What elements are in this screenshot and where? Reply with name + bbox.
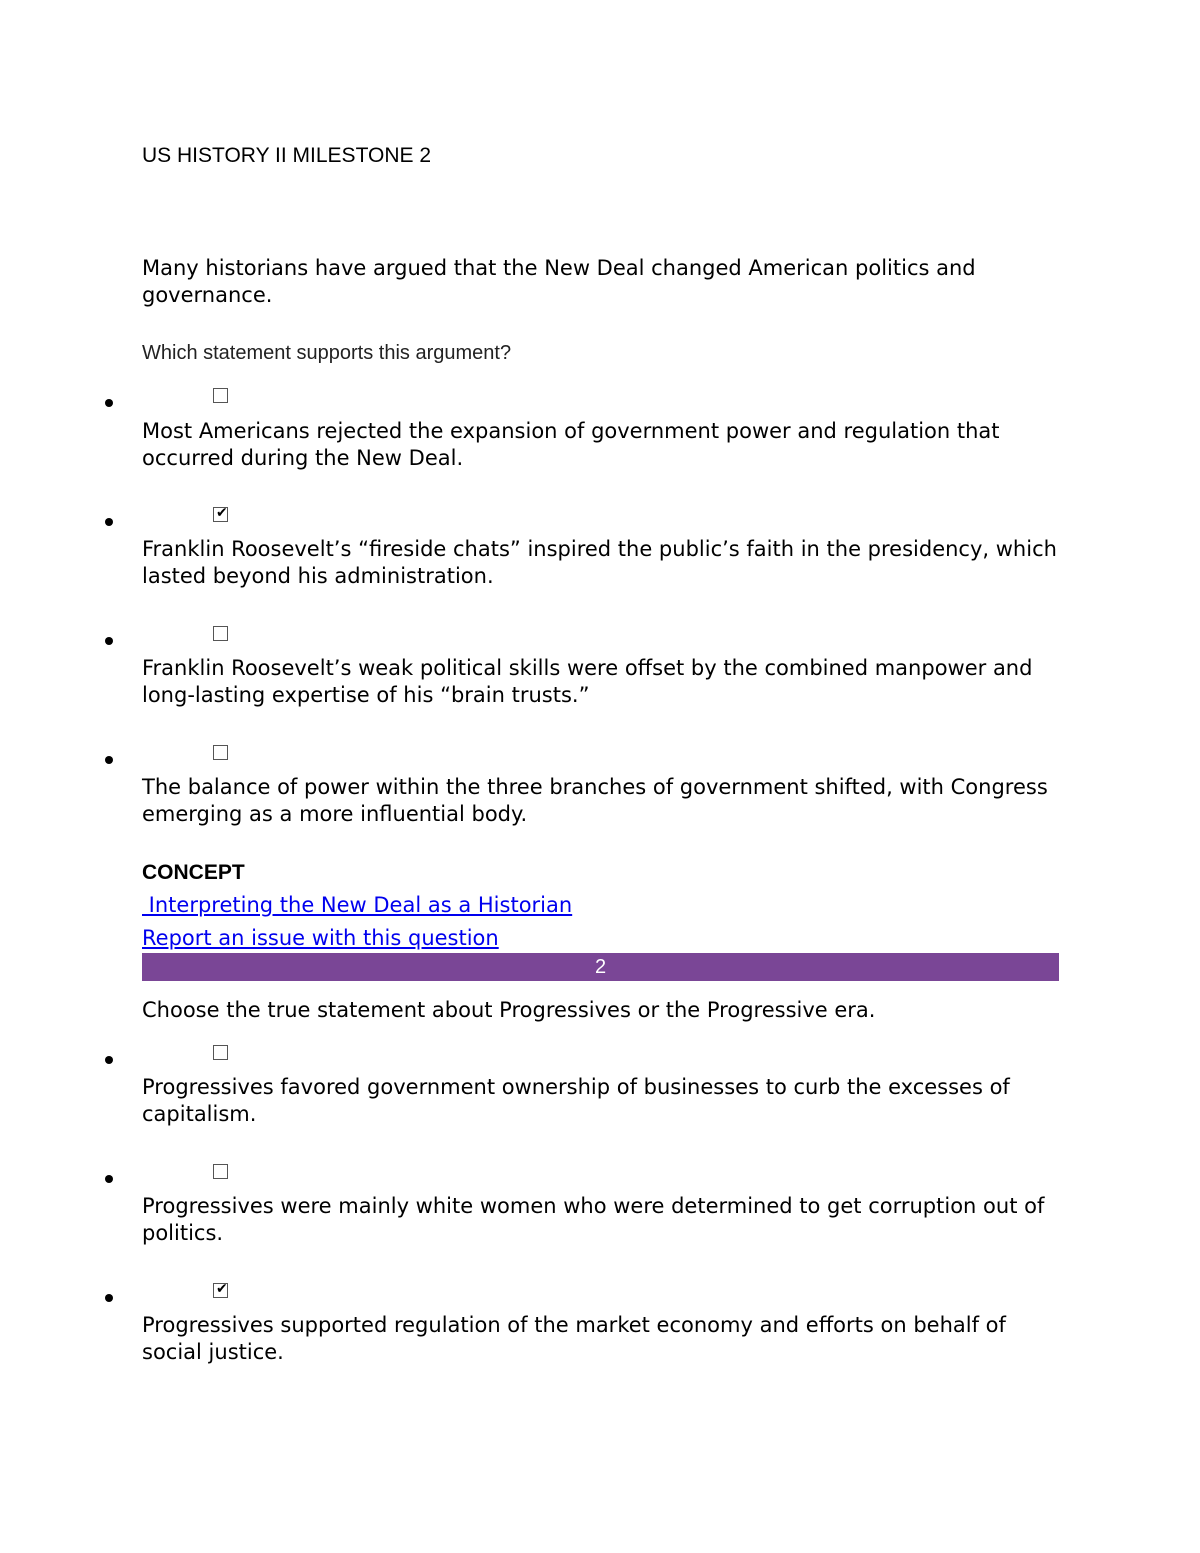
checkbox[interactable] <box>213 745 228 760</box>
checkbox[interactable] <box>213 626 228 641</box>
bullet-icon <box>105 756 113 764</box>
option-item <box>0 1283 1200 1393</box>
question-1-sub-prompt: Which statement supports this argument? <box>142 342 512 364</box>
checkbox[interactable] <box>213 507 228 522</box>
option-text: The balance of power within the three branches of government shifted, with Congress emerging as a more influential body. <box>142 775 1048 826</box>
question-number-bar: 2 <box>142 953 1059 981</box>
option-text: Most Americans rejected the expansion of government power and regulation that occurred during the New Deal. <box>142 419 1000 470</box>
page-title: US HISTORY II MILESTONE 2 <box>142 144 432 167</box>
option-item <box>0 1164 1200 1274</box>
option-item <box>0 745 1200 855</box>
option-text: Franklin Roosevelt’s weak political skills were offset by the combined manpower and long-lasting expertise of his “brain trusts.” <box>142 656 1033 707</box>
concept-link[interactable]: Interpreting the New Deal as a Historian <box>142 893 573 917</box>
option-text: Progressives were mainly white women who were determined to get corruption out of politics. <box>142 1194 1045 1245</box>
check-mark-icon: ✔ <box>216 505 228 521</box>
option-text: Progressives favored government ownership of businesses to curb the excesses of capitalism. <box>142 1075 1010 1126</box>
option-text: Franklin Roosevelt’s “fireside chats” inspired the public’s faith in the presidency, which lasted beyond his administration. <box>142 537 1057 588</box>
bullet-icon <box>105 399 113 407</box>
bullet-icon <box>105 1294 113 1302</box>
option-item <box>0 388 1200 498</box>
bullet-icon <box>105 1175 113 1183</box>
checkbox[interactable] <box>213 1283 228 1298</box>
option-item <box>0 626 1200 736</box>
checkbox[interactable] <box>213 1164 228 1179</box>
report-issue-link[interactable]: Report an issue with this question <box>142 926 499 950</box>
bullet-icon <box>105 1056 113 1064</box>
bullet-icon <box>105 518 113 526</box>
option-item <box>0 507 1200 617</box>
check-mark-icon: ✔ <box>216 1281 228 1297</box>
concept-label: CONCEPT <box>142 861 245 884</box>
checkbox[interactable] <box>213 1045 228 1060</box>
question-1-prompt: Many historians have argued that the New Deal changed American politics and governance. <box>142 256 976 307</box>
checkbox[interactable] <box>213 388 228 403</box>
bullet-icon <box>105 637 113 645</box>
option-text: Progressives supported regulation of the market economy and efforts on behalf of social justice. <box>142 1313 1006 1364</box>
question-2-prompt: Choose the true statement about Progressives or the Progressive era. <box>142 998 876 1022</box>
option-item <box>0 1045 1200 1155</box>
